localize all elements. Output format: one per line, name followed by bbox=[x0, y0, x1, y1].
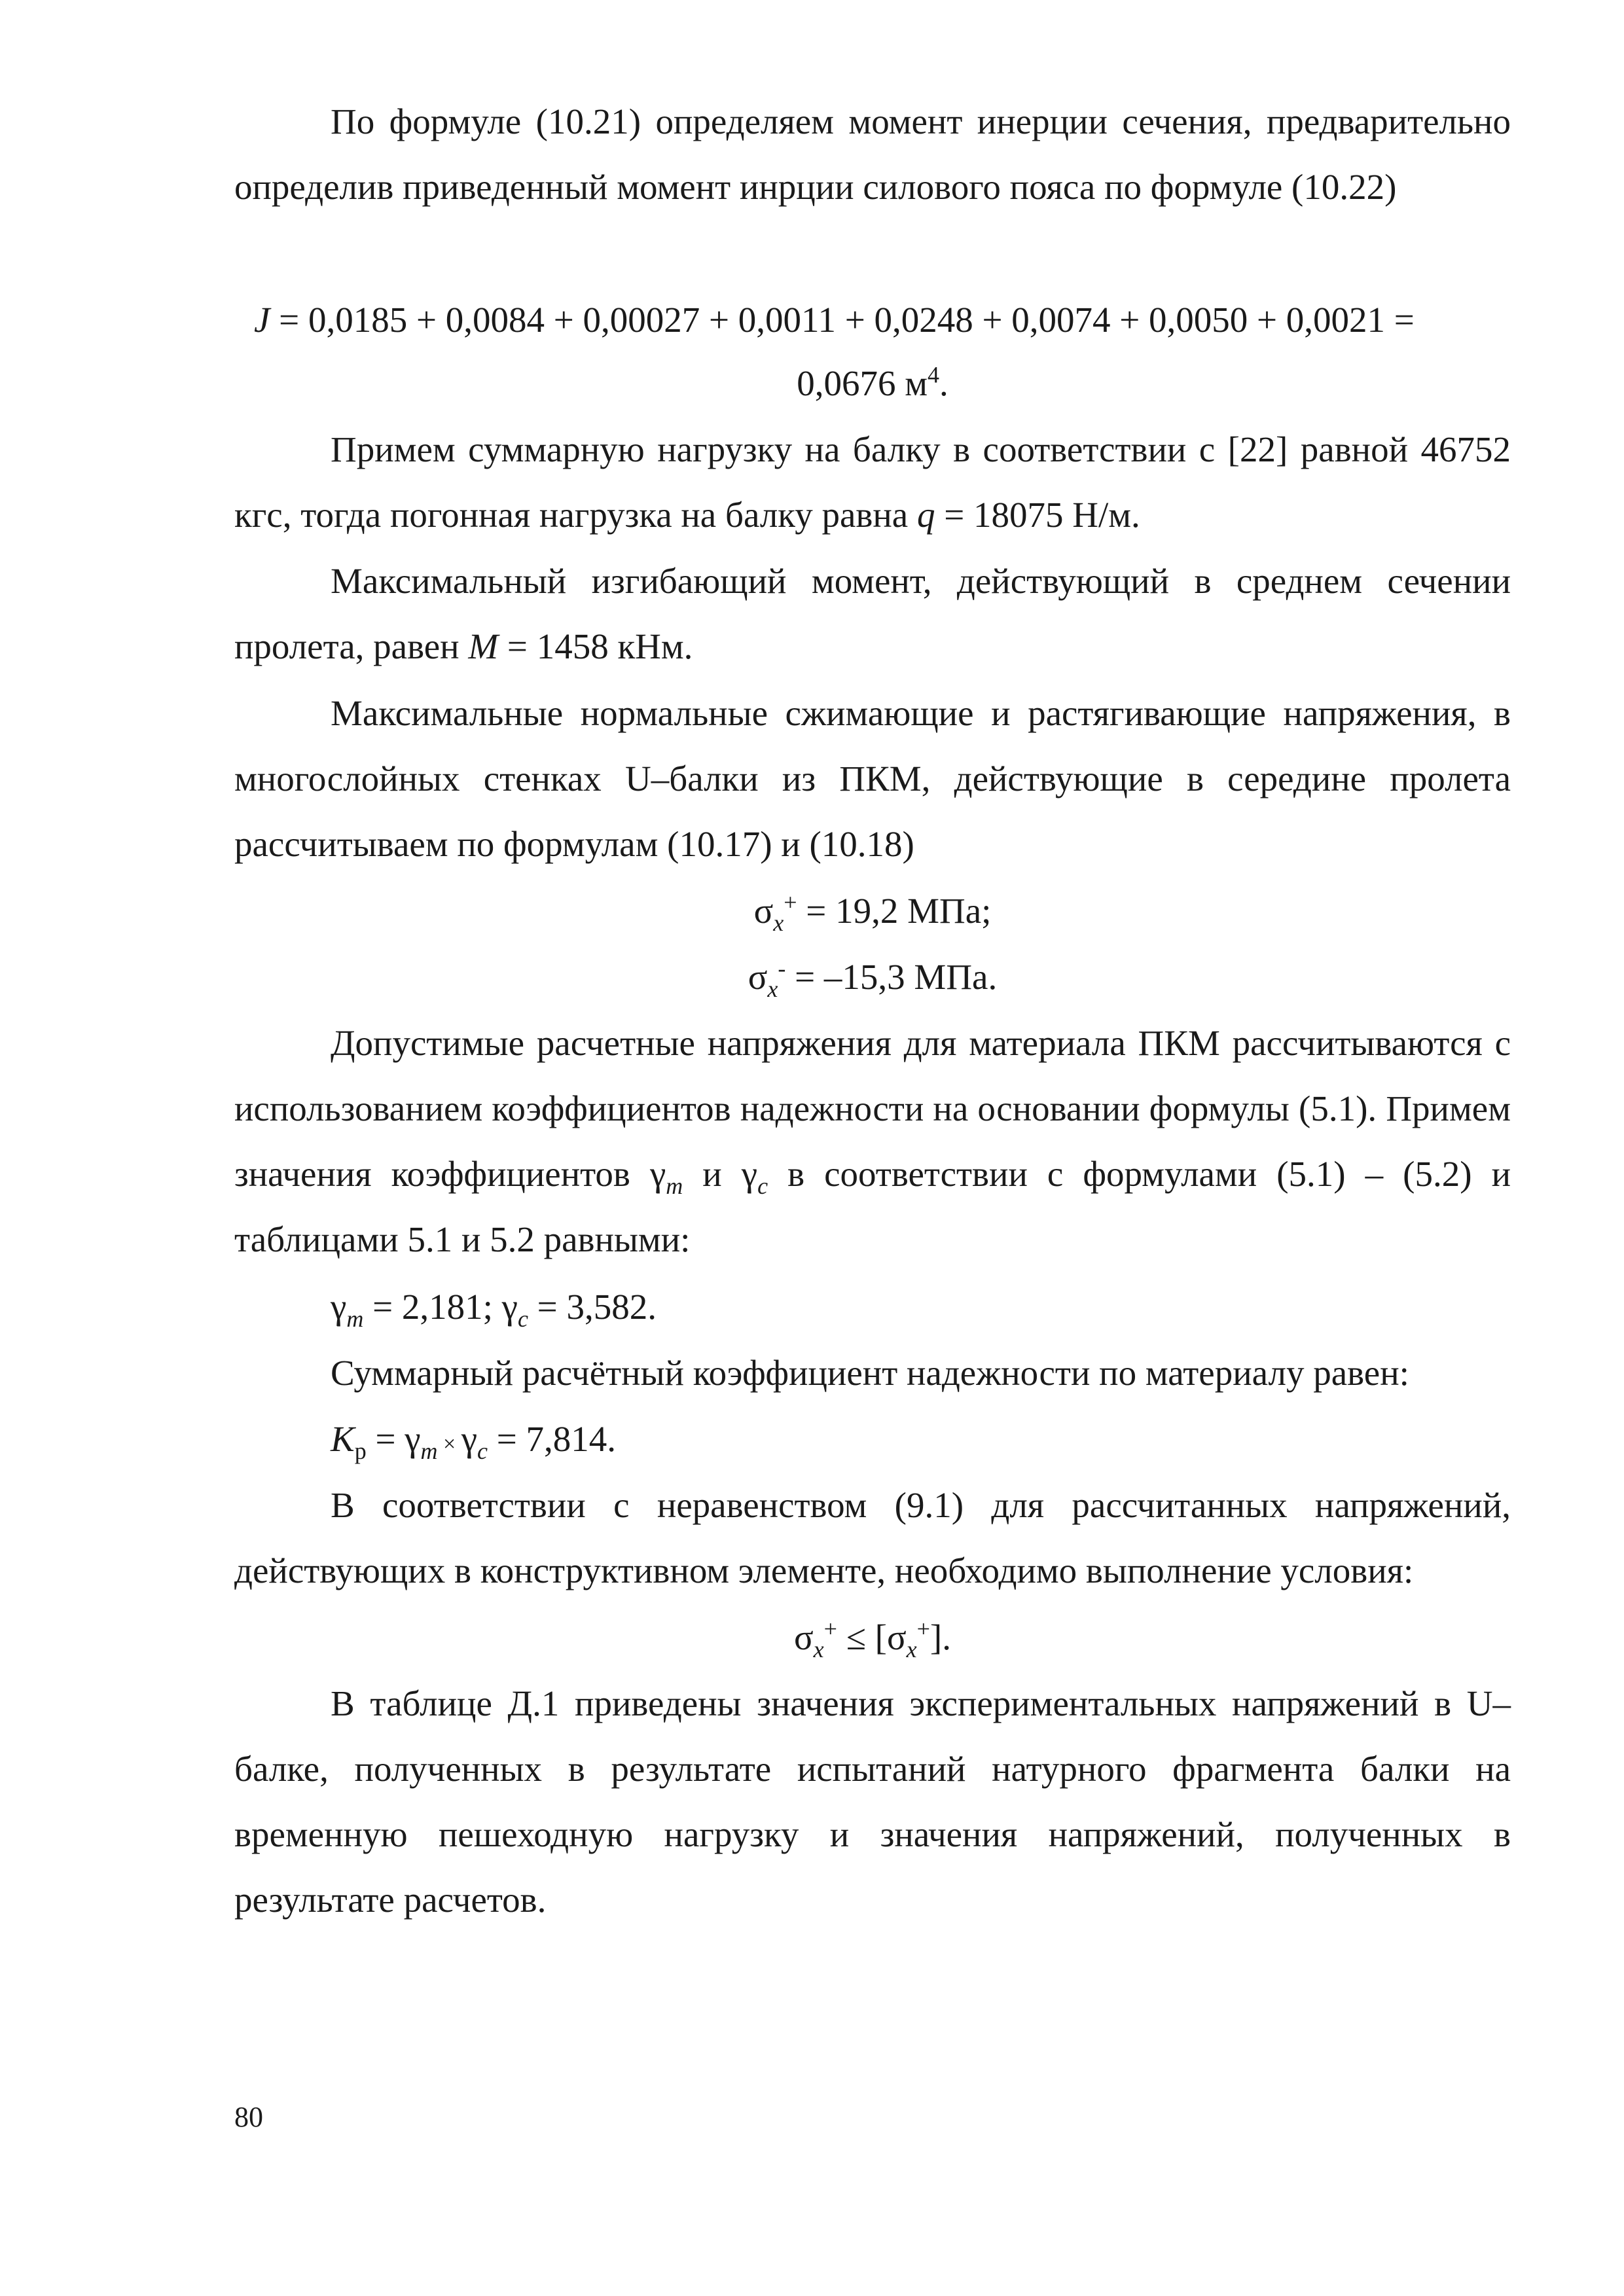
symbol-m: M bbox=[468, 626, 499, 666]
symbol-j: J bbox=[254, 300, 270, 340]
equation-k-coefficient: $K_р = \gamma_m \times \gamma_c = 7,814$. bbox=[331, 1419, 617, 1464]
equation-sigma-minus: $\sigma_x^- = -15,3$ МПа. bbox=[748, 955, 998, 1002]
paragraph-moment-of-inertia: По формуле (10.21) определяем момент инерции сечения, предварительно определив приведенный момент инрции силового пояса по формуле (10.22) bbox=[234, 101, 1511, 207]
symbol-q: q bbox=[916, 495, 935, 535]
equation-sigma-plus: $\sigma_x^+ = 19,2$ МПа; bbox=[753, 889, 992, 936]
page-number: 80 bbox=[234, 2101, 263, 2133]
paragraph-allowable-stresses: Допустимые расчетные напряжения для материала ПКМ рассчитываются с использованием коэффициентов надежности на основании формулы (5.1). Примем значения коэффициентов $\gamma_m$ и $\gamma_c$ в соответствии с формулами (5.1) – (5.2) и таблицами 5.1 и 5.2 равными: bbox=[234, 1023, 1511, 1259]
equation-gamma-values: $\gamma_m = 2,181$; $\gamma_c = 3,582$. bbox=[331, 1287, 657, 1332]
paragraph-total-load: Примем суммарную нагрузку на балку в соответствии с [22] равной 46752 кгс, тогда погонная нагрузка на балку равна q = 18075 Н/м. bbox=[234, 429, 1511, 535]
equation-j-result: 0,0676 $м^4$. bbox=[797, 361, 948, 403]
paragraph-total-coefficient: Суммарный расчётный коэффициент надежности по материалу равен: bbox=[331, 1353, 1409, 1393]
equation-j-sum bbox=[254, 287, 1415, 353]
equation-stress-condition: $\sigma_x^+ \le [\sigma_x^+]$. bbox=[794, 1615, 951, 1662]
paragraph-bending-moment: Максимальный изгибающий момент, действующий в среднем сечении пролета, равен M = 1458 кНм. bbox=[234, 561, 1511, 666]
equation-j-terms: = 0,0185 + 0,0084 + 0,00027 + 0,0011 + 0,0248 + 0,0074 + 0,0050 + 0,0021 = bbox=[270, 300, 1415, 340]
paragraph-normal-stresses: Максимальные нормальные сжимающие и растягивающие напряжения, в многослойных стенках U–балки из ПКМ, действующие в середине пролета рассчитываем по формулам (10.17) и (10.18) bbox=[234, 693, 1511, 864]
paragraph-inequality-condition: В соответствии с неравенством (9.1) для рассчитанных напряжений, действующих в конструктивном элементе, необходимо выполнение условия: bbox=[234, 1485, 1511, 1590]
paragraph-table-d1: В таблице Д.1 приведены значения экспериментальных напряжений в U–балке, полученных в результате испытаний натурного фрагмента балки на временную пешеходную нагрузку и значения напряжений, полученных в результате расчетов. bbox=[234, 1683, 1511, 1920]
